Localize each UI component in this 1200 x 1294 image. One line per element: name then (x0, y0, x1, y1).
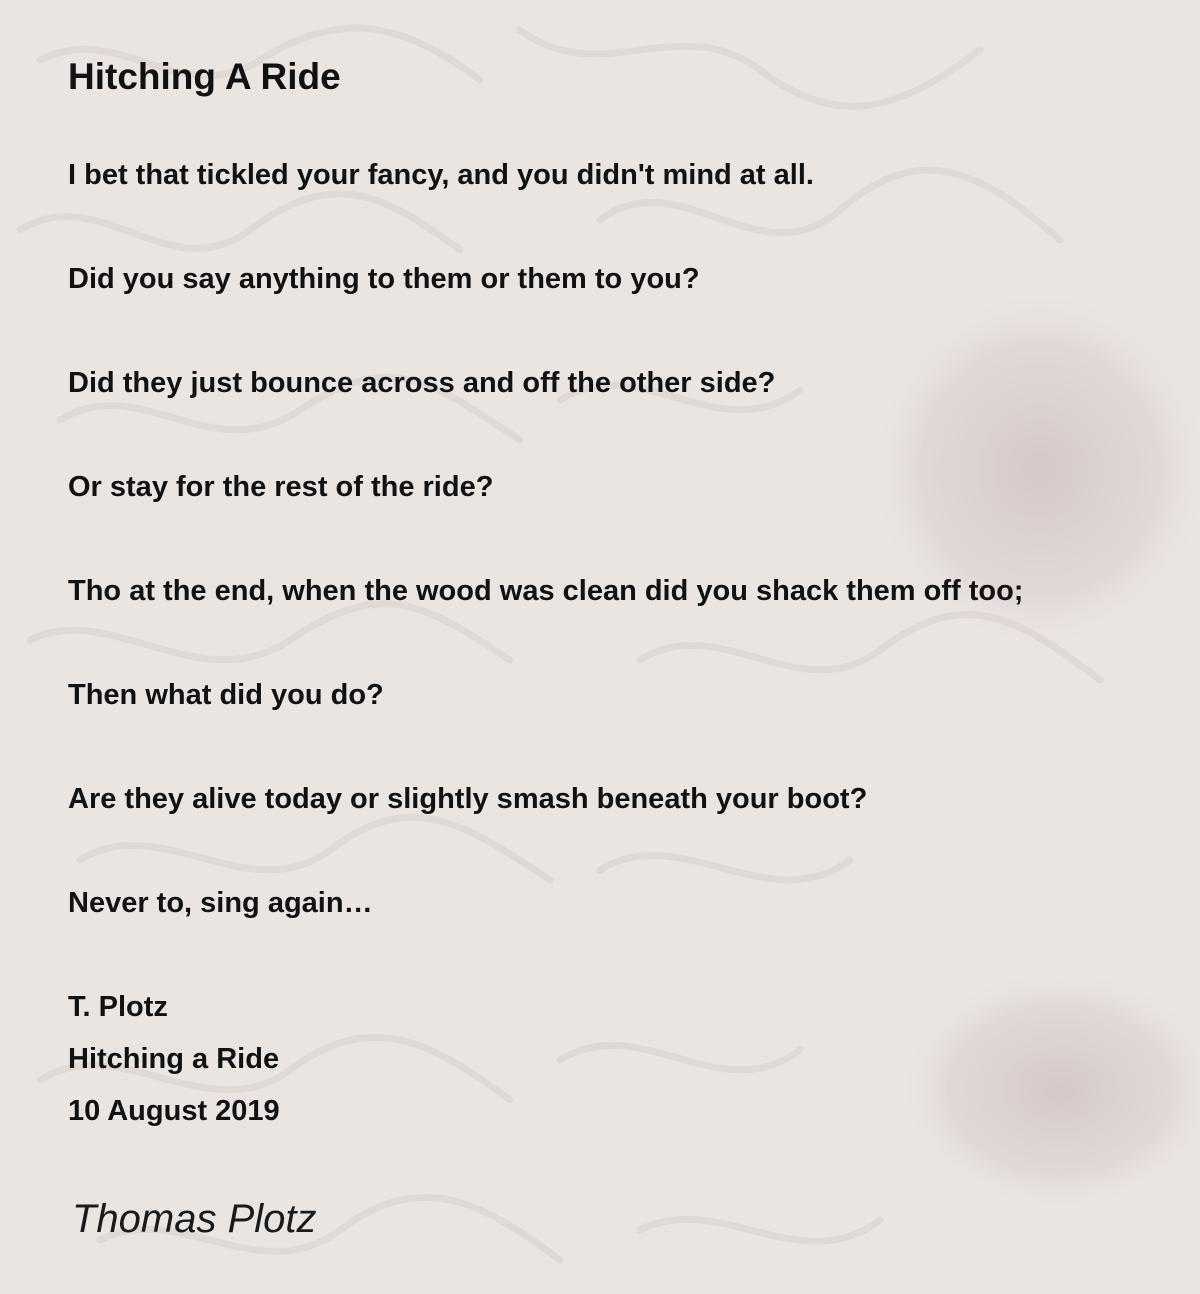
signoff-name: T. Plotz (68, 991, 168, 1023)
signoff-title: Hitching a Ride (68, 1043, 280, 1075)
poem-line: Did you say anything to them or them to you? (68, 263, 700, 295)
poem-line: Never to, sing again… (68, 887, 373, 919)
poem-line: Are they alive today or slightly smash beneath your boot? (68, 783, 868, 815)
author-name: Thomas Plotz (72, 1197, 317, 1241)
poem-line: I bet that tickled your fancy, and you didn't mind at all. (68, 159, 814, 191)
signoff-date: 10 August 2019 (68, 1095, 280, 1127)
poem-line: Or stay for the rest of the ride? (68, 471, 494, 503)
poem-line: Did they just bounce across and off the other side? (68, 367, 776, 399)
poem-title: Hitching A Ride (68, 56, 341, 97)
poem-line: Tho at the end, when the wood was clean did you shack them off too; (68, 575, 1024, 607)
poem-line: Then what did you do? (68, 679, 384, 711)
